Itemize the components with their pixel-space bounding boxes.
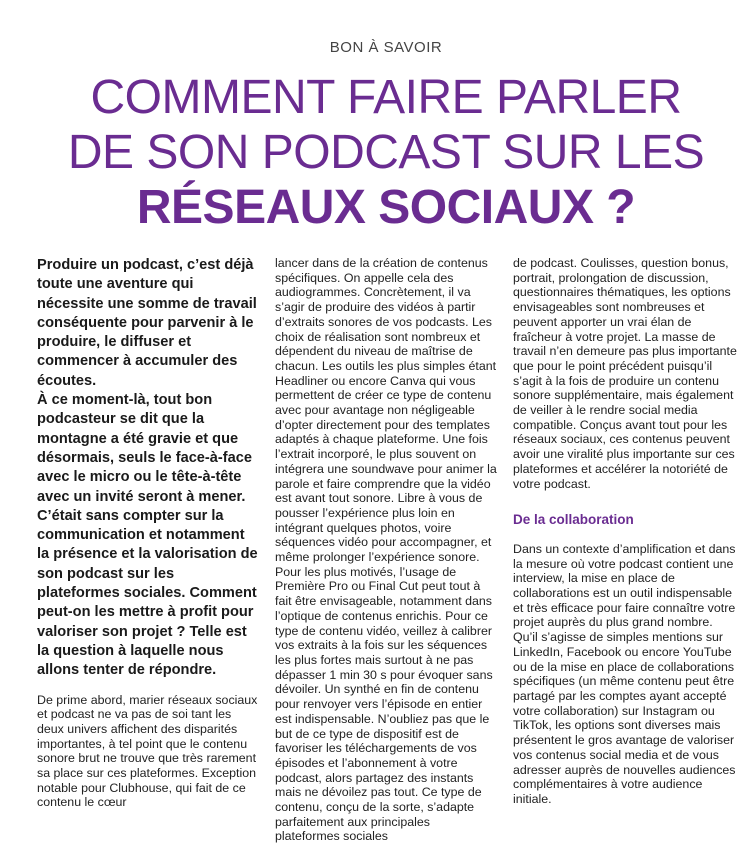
title-line-1: COMMENT FAIRE PARLER	[90, 71, 682, 124]
column-1	[37, 256, 259, 810]
body-paragraph-col1: De prime abord, marier réseaux sociaux et podcast ne va pas de soi tant les deux univers affichent des disparités importantes, à tel point que le contenu sonore brut ne trouve que très rarement sa place sur ces plateformes. Exception notable pour Clubhouse, qui fait de ce contenu le cœur	[37, 692, 258, 810]
lead-paragraph-1: Produire un podcast, c’est déjà toute une aventure qui nécessite une somme de travail conséquente pour parvenir à le produire, le diffuser et commencer à accumuler des écoutes.	[37, 257, 257, 389]
article-title	[0, 70, 756, 235]
lead-paragraph	[37, 256, 259, 681]
title-line-2: DE SON PODCAST SUR LES	[67, 126, 705, 179]
article-kicker: BON À SAVOIR	[329, 39, 443, 56]
column-2	[275, 256, 497, 844]
column-3	[513, 256, 739, 807]
lead-paragraph-2: À ce moment-là, tout bon podcasteur se dit que la montagne a été gravie et que désormais, seuls le face-à-face avec le micro ou le tête-à-tête avec un invité seront à mener. C’était sans compter sur la communication et notamment la présence et la valorisation de son podcast sur les plateformes sociales. Comment peut-on les mettre à profit pour valoriser son projet ? Telle est la question à laquelle nous allons tenter de répondre.	[37, 392, 258, 679]
body-paragraph-col3-b: Dans un contexte d’amplification et dans la mesure où votre podcast contient une interview, la mise en place de collaborations est un outil indispensable et très efficace pour faire connaître votre projet auprès du plus grand nombre. Qu’il s’agisse de simples mentions sur LinkedIn, Facebook ou encore YouTube ou de la mise en place de collaborations spécifiques (un même contenu peut être partagé par les comptes ayant accepté votre collaboration) sur Instagram ou TikTok, les options sont diverses mais présentent le gros avantage de valoriser vos contenus social media et de vous adresser auprès de nouvelles audiences complémentaires à votre audience initiale.	[513, 541, 736, 806]
title-line-3: RÉSEAUX SOCIAUX ?	[136, 181, 636, 234]
body-paragraph-col3-a: de podcast. Coulisses, question bonus, portrait, prolongation de discussion, questionnaires thématiques, les options envisageables sont nombreuses et peuvent apporter un vrai élan de fraîcheur à votre projet. La masse de travail n’en demeure pas plus importante que pour le point précédent puisqu’il s’agit à la fois de produire un contenu sonore supplémentaire, mais également de veiller à le rendre social media compatible. Conçus avant tout pour les réseaux sociaux, ces contenus peuvent avoir une viralité plus importante sur ces plateformes et accélérer la notoriété de votre podcast.	[513, 256, 737, 491]
subheading-collaboration: De la collaboration	[513, 512, 634, 528]
body-paragraph-col2: lancer dans de la création de contenus spécifiques. On appelle cela des audiogrammes. Concrètement, il va s’agir de produire des vidéos à partir d’extraits sonores de vos podcasts. Les choix de réalisation sont nombreux et dépendent du niveau de maîtrise de chacun. Les outils les plus simples étant Headliner ou encore Canva qui vous permettent de créer ce type de contenu avec pour avantage non négligeable d’opter directement pour des templates adaptés à chaque plateforme. Une fois l’extrait incorporé, le plus souvent on intégrera une soundwave pour animer la parole et faire comprendre que la vidéo est avant tout sonore. Libre à vous de pousser l’expérience plus loin en intégrant quelques photos, voire séquences vidéo pour accompagner, et même prolonger l’expérience sonore. Pour les plus motivés, l’usage de Première Pro ou Final Cut peut tout à fait être envisageable, notamment dans l’optique de contenus enrichis. Pour ce type de contenu vidéo, veillez à calibrer vos extraits à la fois sur les séquences les plus fortes mais surtout à ne pas dépasser 1 min 30 s pour évoquer sans dévoiler. Un synthé en fin de contenu pour renvoyer vers l’épisode en entier est indispensable. N’oubliez pas que le but de ce type de dispositif est de favoriser les téléchargements de vos épisodes et l’abonnement à votre podcast, alors partagez des instants mais ne dévoilez pas tout. Ce type de contenu, conçu de la sorte, s’adapte parfaitement aux principales plateformes sociales	[275, 256, 497, 844]
